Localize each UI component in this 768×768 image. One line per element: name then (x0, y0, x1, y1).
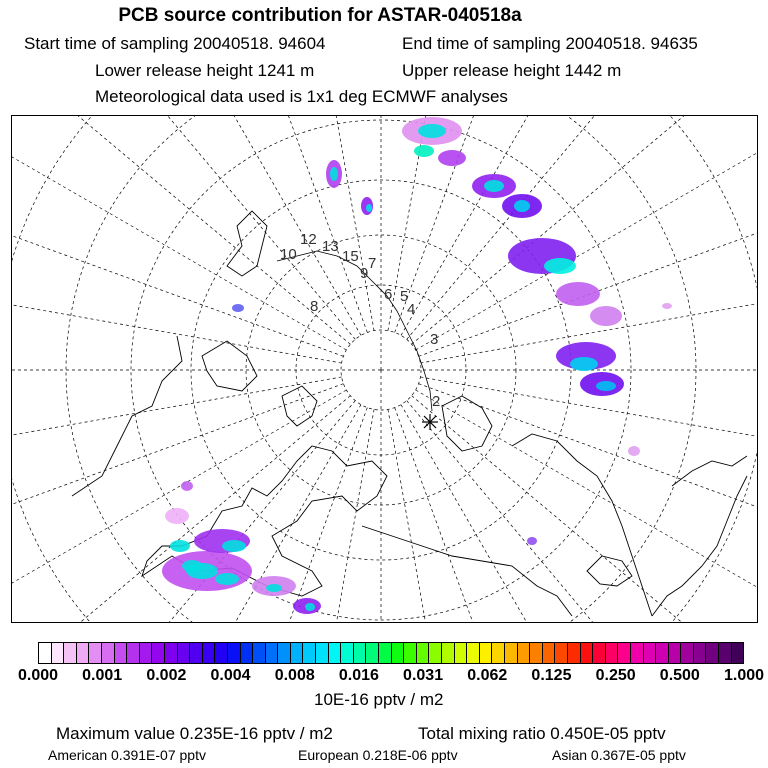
color-scale-bar (38, 642, 744, 664)
meridian-line (12, 116, 346, 350)
color-scale-segment (618, 643, 631, 663)
color-scale-segment (543, 643, 556, 663)
color-scale-segment (530, 643, 543, 663)
color-scale-segment (178, 643, 191, 663)
plume-blob (662, 303, 672, 309)
meridian-line (407, 401, 758, 623)
color-scale-segment (64, 643, 77, 663)
color-scale-segment (694, 643, 707, 663)
meridian-line (420, 377, 758, 492)
meridian-line (395, 408, 621, 623)
color-scale-segment (644, 643, 657, 663)
color-scale-segment (127, 643, 140, 663)
color-scale-segment (669, 643, 682, 663)
plume-blob (438, 150, 466, 166)
meridian-line (12, 248, 342, 363)
color-scale-segment (241, 643, 254, 663)
latitude-circle (12, 116, 758, 623)
plume-blob (266, 584, 282, 592)
trajectory-label: 7 (368, 255, 377, 272)
trajectory-label: 12 (300, 231, 317, 248)
color-scale-segment (316, 643, 329, 663)
color-scale-segment (354, 643, 367, 663)
color-scale-segment (329, 643, 342, 663)
plume-blob (222, 540, 246, 552)
plume-blob (215, 573, 239, 585)
color-scale-segment (719, 643, 732, 663)
color-scale-segment (417, 643, 430, 663)
color-scale-segment (102, 643, 115, 663)
meridian-line (412, 116, 758, 344)
color-scale-tick-label: 0.016 (338, 667, 379, 684)
trajectory-label: 10 (280, 246, 297, 263)
color-scale-segment (52, 643, 65, 663)
trajectory-label: 15 (342, 248, 359, 265)
color-scale-segment (303, 643, 316, 663)
plume-blob (514, 200, 530, 212)
color-scale-tick-label: 0.001 (82, 667, 123, 684)
trajectory-label: 8 (310, 298, 319, 315)
color-scale-segment (253, 643, 266, 663)
color-scale-segment (341, 643, 354, 663)
color-scale-tick-label: 1.000 (723, 667, 765, 684)
color-scale-tick-label: 0.250 (595, 667, 636, 684)
color-scale-segment (631, 643, 644, 663)
map-canvas (12, 116, 758, 623)
color-scale-segment (266, 643, 279, 663)
color-scale-segment (140, 643, 153, 663)
color-scale-tick-label: 0.125 (531, 667, 572, 684)
met-data-label: Meteorological data used is 1x1 deg ECMWF analyses (95, 87, 508, 106)
plume-blob (232, 304, 244, 312)
color-scale-tick-label: 0.000 (17, 667, 59, 684)
color-scale-segment (190, 643, 203, 663)
color-scale-tick-label: 0.500 (659, 667, 700, 684)
polar-map (11, 115, 758, 623)
color-scale-segment (228, 643, 241, 663)
color-scale-segment (681, 643, 694, 663)
color-scale-segment (455, 643, 468, 663)
color-scale-segment (278, 643, 291, 663)
plume-blob (366, 204, 372, 212)
color-scale-segment (215, 643, 228, 663)
color-scale-segment (115, 643, 128, 663)
color-scale-segment (492, 643, 505, 663)
plume-blob (570, 357, 598, 371)
color-scale-segment (518, 643, 531, 663)
plume-blob (556, 282, 600, 306)
color-scale-segment (568, 643, 581, 663)
color-scale-segment (429, 643, 442, 663)
plume-blob (165, 508, 189, 524)
max-value-label: Maximum value 0.235E-16 pptv / m2 (56, 724, 333, 743)
color-scale-tick-label: 0.031 (403, 667, 444, 684)
color-scale-segment (39, 643, 52, 663)
color-scale-segment (152, 643, 165, 663)
color-scale-segment (480, 643, 493, 663)
color-scale-segment (203, 643, 216, 663)
trajectory-label: 4 (407, 301, 416, 318)
color-scale-segment (656, 643, 669, 663)
latitude-circle (12, 116, 758, 623)
color-scale-segment (505, 643, 518, 663)
upper-height-label: Upper release height 1442 m (402, 61, 622, 80)
release-marker (422, 414, 438, 430)
plume-blob (330, 167, 338, 181)
color-scale-tick-label: 0.008 (274, 667, 315, 684)
plume-blob (484, 180, 504, 192)
coastlines (72, 211, 747, 616)
concentration-plumes (162, 117, 672, 614)
color-scale-segment (706, 643, 719, 663)
trajectory-label: 2 (432, 393, 441, 410)
european-contribution: European 0.218E-06 pptv (298, 747, 458, 763)
color-scale-segment (404, 643, 417, 663)
color-scale-segment (442, 643, 455, 663)
plume-blob (544, 258, 576, 274)
color-scale-segment (467, 643, 480, 663)
trajectory-label: 13 (322, 238, 339, 255)
plume-blob (170, 540, 190, 552)
color-scale-segment (77, 643, 90, 663)
trajectory-labels (280, 231, 440, 410)
color-scale-segment (392, 643, 405, 663)
plume-blob (181, 481, 193, 491)
plume-blob (182, 560, 202, 572)
meridian-line (412, 396, 758, 623)
american-contribution: American 0.391E-07 pptv (48, 747, 206, 763)
trajectory-label: 9 (360, 265, 369, 282)
meridian-line (407, 116, 758, 339)
meridian-line (416, 390, 758, 623)
meridian-line (388, 409, 503, 623)
plume-blob (596, 381, 616, 391)
color-scale-segment (581, 643, 594, 663)
color-scale-tick-label: 0.062 (467, 667, 508, 684)
meridian-line (12, 131, 343, 357)
color-scale-segment (366, 643, 379, 663)
legend-unit: 10E-16 pptv / m2 (314, 690, 444, 709)
color-scale-segment (732, 643, 744, 663)
total-mixing-label: Total mixing ratio 0.450E-05 pptv (418, 724, 666, 743)
plume-blob (414, 145, 434, 157)
trajectory-label: 6 (384, 286, 393, 303)
meridian-line (416, 116, 758, 350)
color-scale-segment (555, 643, 568, 663)
color-scale-segment (165, 643, 178, 663)
meridian-line (12, 116, 355, 339)
plume-blob (628, 446, 640, 456)
trajectory-label: 3 (430, 331, 439, 348)
color-scale-segment (291, 643, 304, 663)
plume-blob (305, 603, 315, 611)
lat-lon-grid (12, 116, 758, 623)
lower-height-label: Lower release height 1241 m (95, 61, 315, 80)
color-scale-tick-label: 0.004 (210, 667, 251, 684)
color-scale-segment (89, 643, 102, 663)
color-scale-segment (593, 643, 606, 663)
meridian-line (419, 131, 758, 357)
plume-blob (590, 306, 622, 326)
end-time-label: End time of sampling 20040518. 94635 (402, 34, 698, 53)
plume-blob (418, 124, 446, 138)
color-scale-segment (379, 643, 392, 663)
trajectory-label: 5 (400, 288, 409, 305)
asian-contribution: Asian 0.367E-05 pptv (552, 747, 686, 763)
plot-title: PCB source contribution for ASTAR-040518a (118, 5, 522, 26)
start-time-label: Start time of sampling 20040518. 94604 (24, 34, 326, 53)
color-scale-segment (606, 643, 619, 663)
plume-blob (527, 537, 537, 545)
meridian-line (419, 384, 758, 610)
meridian-line (12, 377, 342, 492)
color-scale-tick-label: 0.002 (146, 667, 187, 684)
